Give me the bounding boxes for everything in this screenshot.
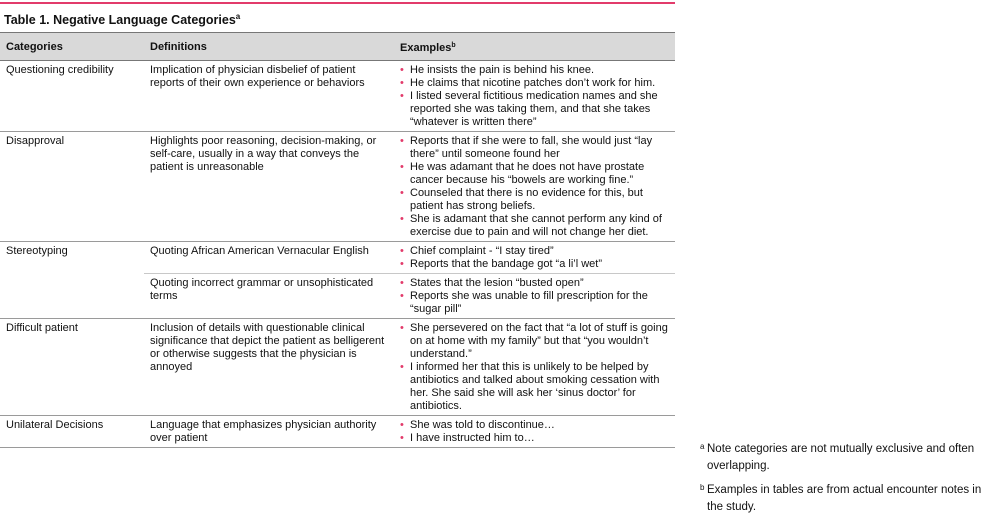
footnote-marker: a (700, 442, 705, 451)
examples-cell (394, 61, 675, 132)
category-cell: Unilateral Decisions (0, 416, 144, 448)
table-row (0, 242, 675, 274)
examples-cell (394, 319, 675, 416)
example-item (400, 213, 671, 239)
table-container (0, 32, 675, 520)
bullet-icon: • (400, 258, 404, 270)
definition-cell: Quoting African American Vernacular English (144, 242, 394, 274)
bullet-icon: • (400, 161, 404, 173)
bullet-icon: • (400, 361, 404, 373)
examples-list (400, 419, 671, 445)
example-text: She persevered on the fact that “a lot of stuff is going on at home with my family” but that “you wouldn’t understand.” (410, 322, 668, 360)
footnote-marker: b (700, 483, 705, 492)
example-text: Reports she was unable to fill prescription for the “sugar pill” (410, 290, 648, 315)
header-row (0, 33, 675, 61)
bullet-icon: • (400, 277, 404, 289)
examples-cell (394, 274, 675, 319)
table-row (0, 416, 675, 448)
bullet-icon: • (400, 322, 404, 334)
category-cell: Questioning credibility (0, 61, 144, 132)
table-row (0, 132, 675, 242)
definition-cell: Quoting incorrect grammar or unsophisticated terms (144, 274, 394, 319)
bullet-icon: • (400, 419, 404, 431)
example-item (400, 258, 671, 271)
table-title (4, 9, 240, 28)
example-item (400, 135, 671, 161)
bullet-icon: • (400, 432, 404, 444)
example-item (400, 161, 671, 187)
example-item (400, 361, 671, 413)
examples-list (400, 135, 671, 239)
definition-cell: Inclusion of details with questionable clinical significance that depict the patient as belligerent or otherwise suggests that the physician is annoyed (144, 319, 394, 416)
bullet-icon: • (400, 64, 404, 76)
example-text: She is adamant that she cannot perform any kind of exercise due to pain and will not change her diet. (410, 213, 662, 238)
negative-language-table (0, 32, 675, 448)
footnote-text: Examples in tables are from actual encounter notes in the study. (707, 484, 982, 513)
example-text: He claims that nicotine patches don’t work for him. (410, 77, 656, 89)
footnotes (700, 441, 998, 523)
category-cell: Disapproval (0, 132, 144, 242)
example-text: He insists the pain is behind his knee. (410, 64, 595, 76)
table-body (0, 61, 675, 448)
table-row (0, 319, 675, 416)
header-examples-text: Examples (400, 42, 452, 54)
examples-footnote-marker: b (451, 42, 456, 49)
examples-list (400, 245, 671, 271)
footnote-text: Note categories are not mutually exclusive and often overlapping. (707, 443, 975, 472)
example-item (400, 90, 671, 129)
header-categories: Categories (0, 33, 144, 61)
bullet-icon: • (400, 77, 404, 89)
example-item (400, 419, 671, 432)
example-item (400, 277, 671, 290)
example-item (400, 77, 671, 90)
example-item (400, 245, 671, 258)
header-examples (394, 33, 675, 61)
example-text: He was adamant that he does not have prostate cancer because his “bowels are working fine.” (410, 161, 645, 186)
example-text: I listed several fictitious medication names and she reported she was taking them, and that she takes “whatever is written there” (410, 90, 658, 128)
definition-cell: Implication of physician disbelief of patient reports of their own experience or behaviors (144, 61, 394, 132)
category-cell: Stereotyping (0, 242, 144, 319)
examples-cell (394, 132, 675, 242)
table-title-text: Table 1. Negative Language Categories (4, 13, 236, 27)
bullet-icon: • (400, 187, 404, 199)
example-text: Reports that if she were to fall, she would just “lay there” until someone found her (410, 135, 653, 160)
example-text: States that the lesion “busted open” (410, 277, 584, 289)
example-text: Reports that the bandage got “a li’l wet” (410, 258, 603, 270)
table-header (0, 33, 675, 61)
definition-cell: Language that emphasizes physician authority over patient (144, 416, 394, 448)
title-rule (0, 2, 675, 4)
title-footnote-marker: a (235, 12, 241, 21)
example-item (400, 432, 671, 445)
bullet-icon: • (400, 90, 404, 102)
bullet-icon: • (400, 290, 404, 302)
examples-cell (394, 416, 675, 448)
example-item (400, 290, 671, 316)
example-item (400, 64, 671, 77)
footnote (700, 482, 998, 516)
example-item (400, 322, 671, 361)
examples-list (400, 64, 671, 129)
header-definitions: Definitions (144, 33, 394, 61)
example-item (400, 187, 671, 213)
bullet-icon: • (400, 135, 404, 147)
definition-cell: Highlights poor reasoning, decision-making, or self-care, usually in a way that conveys the patient is unreasonable (144, 132, 394, 242)
examples-cell (394, 242, 675, 274)
bullet-icon: • (400, 245, 404, 257)
examples-list (400, 277, 671, 316)
example-text: I informed her that this is unlikely to be helped by antibiotics and talked about smoking cessation with her. She said she will ask her ‘sinus doctor’ for antibiotics. (410, 361, 660, 412)
examples-list (400, 322, 671, 413)
category-cell: Difficult patient (0, 319, 144, 416)
footnote (700, 441, 998, 475)
example-text: Chief complaint - “I stay tired” (410, 245, 554, 257)
example-text: She was told to discontinue… (410, 419, 555, 431)
bullet-icon: • (400, 213, 404, 225)
table-row (0, 61, 675, 132)
example-text: Counseled that there is no evidence for this, but patient has strong beliefs. (410, 187, 643, 212)
example-text: I have instructed him to… (410, 432, 535, 444)
